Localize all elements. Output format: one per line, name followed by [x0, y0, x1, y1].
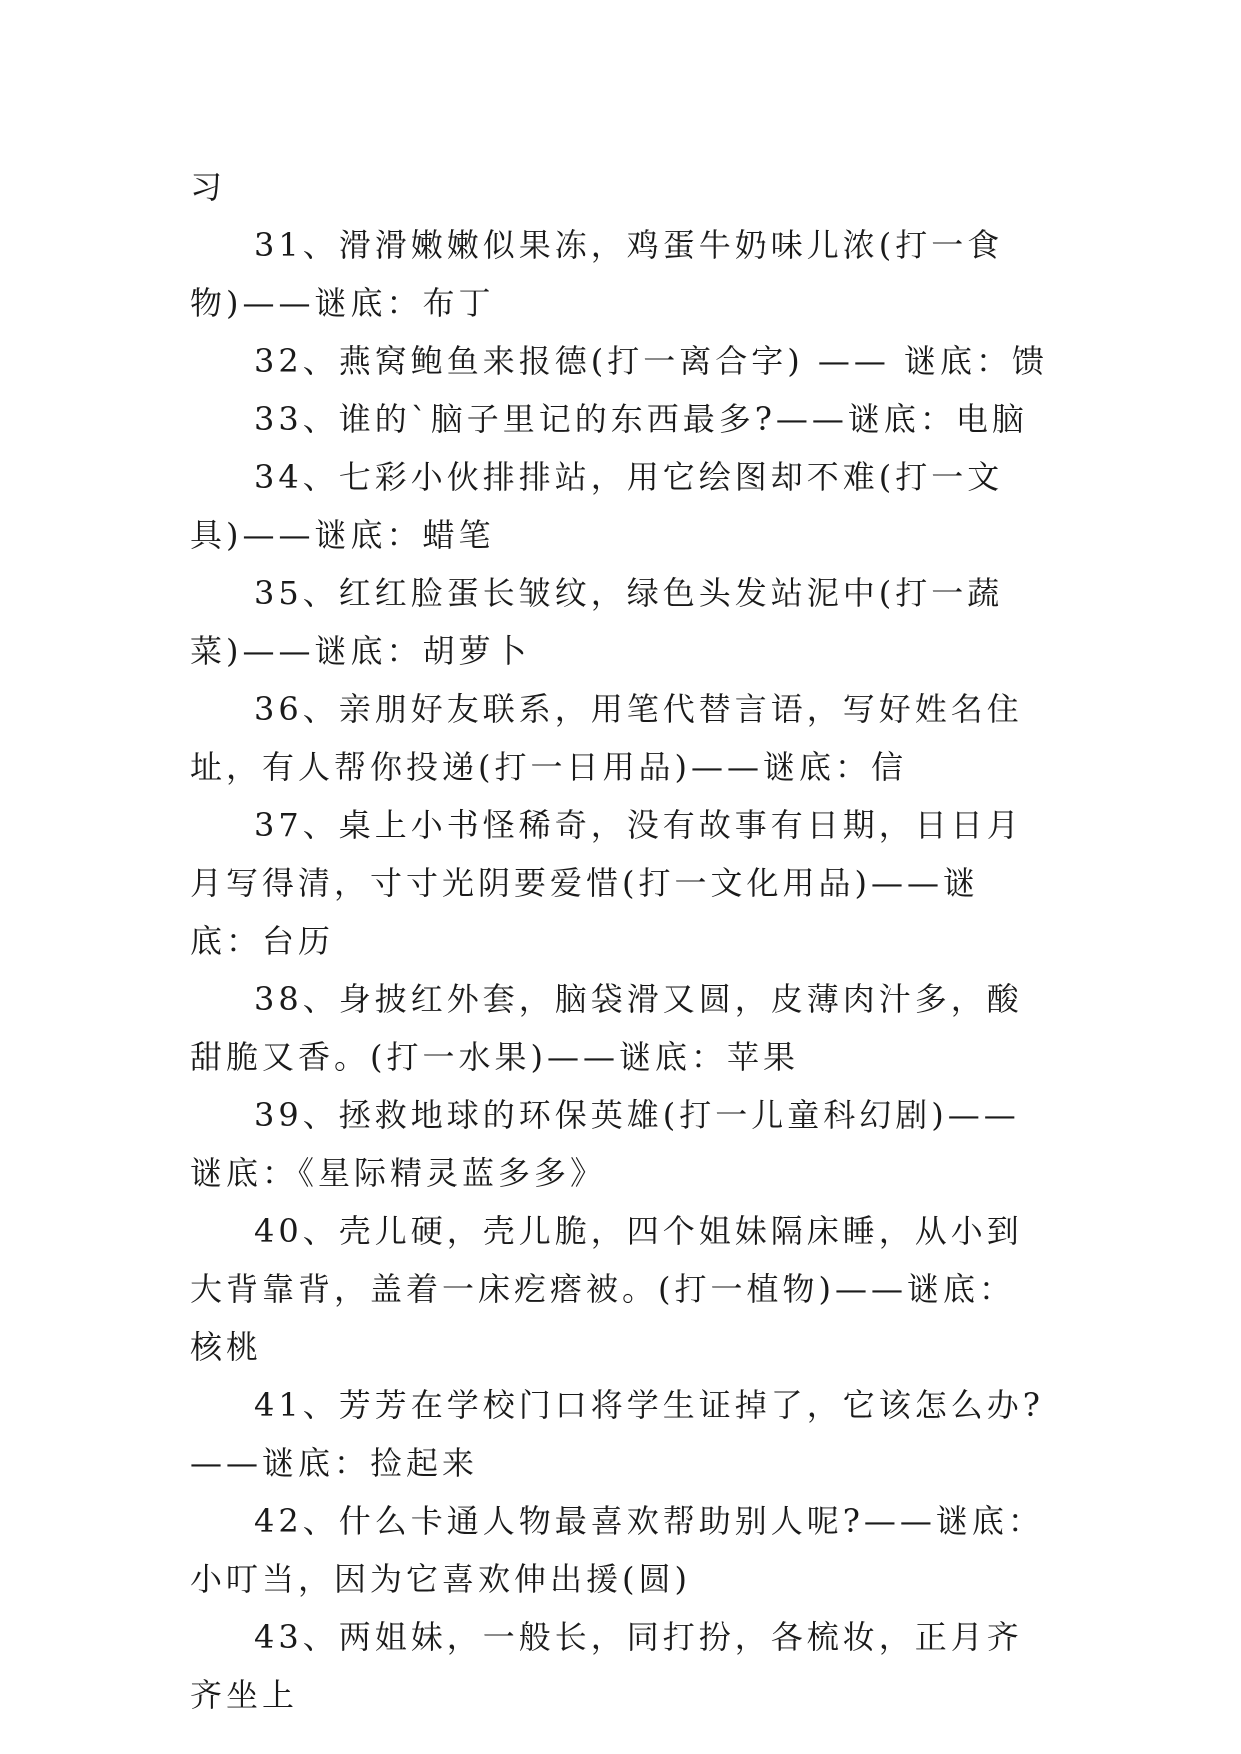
riddle-34: 34、七彩小伙排排站，用它绘图却不难(打一文具)——谜底：蜡笔	[190, 458, 1004, 554]
riddle-35: 35、红红脸蛋长皱纹，绿色头发站泥中(打一蔬菜)——谜底：胡萝卜	[190, 574, 1004, 670]
riddle-36: 36、亲朋好友联系，用笔代替言语，写好姓名住址，有人帮你投递(打一日用品)——谜底：信	[190, 690, 1023, 786]
riddle-31: 31、滑滑嫩嫩似果冻，鸡蛋牛奶味儿浓(打一食物)——谜底：布丁	[190, 226, 1004, 322]
riddle-33: 33、谁的`脑子里记的东西最多?——谜底：电脑	[254, 400, 1028, 438]
riddle-38: 38、身披红外套，脑袋滑又圆，皮薄肉汁多，酸甜脆又香。(打一水果)——谜底：苹果	[190, 980, 1023, 1076]
riddle-37: 37、桌上小书怪稀奇，没有故事有日期，日日月月写得清，寸寸光阴要爱惜(打一文化用品)——谜底：台历	[190, 806, 1023, 960]
riddle-42: 42、什么卡通人物最喜欢帮助别人呢?——谜底：小叮当，因为它喜欢伸出援(圆)	[190, 1502, 1044, 1598]
riddle-43: 43、两姐妹，一般长，同打扮，各梳妆，正月齐齐坐上	[190, 1618, 1023, 1714]
paragraph-continuation: 习	[190, 168, 227, 206]
document-body	[190, 158, 1050, 1724]
riddle-40: 40、壳儿硬，壳儿脆，四个姐妹隔床睡，从小到大背靠背，盖着一床疙瘩被。(打一植物)——谜底：核桃	[190, 1212, 1023, 1366]
riddle-41: 41、芳芳在学校门口将学生证掉了，它该怎么办?——谜底：捡起来	[190, 1386, 1044, 1482]
riddle-32: 32、燕窝鲍鱼来报德(打一离合字) —— 谜底：馈	[254, 342, 1049, 380]
riddle-39: 39、拯救地球的环保英雄(打一儿童科幻剧)——谜底：《星际精灵蓝多多》	[190, 1096, 1020, 1192]
